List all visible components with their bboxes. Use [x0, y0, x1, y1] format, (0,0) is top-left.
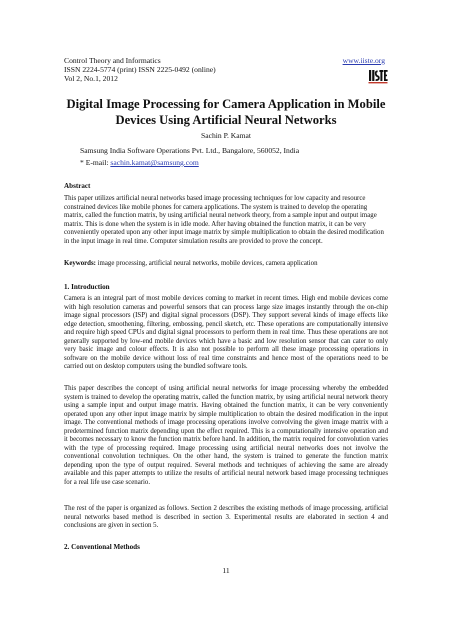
- journal-volume: Vol 2, No.1, 2012: [64, 74, 118, 84]
- intro-paragraph-1: [64, 295, 388, 372]
- abstract-text: This paper utilizes artificial neural networks based image processing techniques for low capacity and resource constrained devices like mobile phones for camera applications. The system is trained to develop the operating matrix, called the function matrix, by using artificial neural network theory, from a sample input and output image matrix. This is done when the system is in idle mode. After having obtained the function matrix, it can be very conveniently operated upon any other input image matrix by simple multiplication to obtain the desired modification in the input image in real time. Computer simulation results are provided to prove the concept.: [64, 195, 384, 245]
- keywords-text: image processing, artificial neural networks, mobile devices, camera application: [95, 260, 318, 267]
- page-number: 11: [222, 566, 230, 575]
- intro-p1-text: Camera is an integral part of most mobile devices coming to market in recent times. High end mobile devices come with high resolution cameras and powerful sensors that can process large size images instantly through the on-chip image signal processors (ISP) and digital signal processors (DSP). They support several kinds of image effects like edge detection, smoothening, filtering, embossing, pencil sketch, etc. These operations are computationally intensive and require high speed CPUs and digital signal processors to perform them in real time. Thus these operations are not generally supported by low-end mobile devices which have a basic and low resolution sensor that can cater to only very basic image and colour effects. It is also not possible to perform all these image processing operations in software on the mobile device without loss of real time constraints and hence most of the operations need to be carried out on desktop computers using the bundled software tools.: [64, 295, 388, 371]
- abstract-body: [64, 195, 388, 246]
- intro-p2-text: This paper describes the concept of using artificial neural networks for image processing whereby the embedded system is trained to develop the operating matrix, called the function matrix, by using artificial neural network theory using a sample input and output image matrix. Having obtained the function matrix, it can be very conveniently operated upon any other input image matrix by simple multiplication to obtain the desired modification in the input image. The conventional methods of image processing operations involve convolving the given image matrix with a predetermined function matrix depending upon the effect required. This is a computationally intensive operation and it becomes necessary to know the function matrix before hand. In addition, the matrix required for convolution varies with the type of processing required. Image processing using artificial neural networks does not involve the conventional convolution techniques. On the other hand, the system is trained to generate the function matrix depending upon the type of output required. Several methods and techniques of achieving the same are already available and this paper attempts to utilize the results of artificial neural network based image processing techniques for a real life use case scenario.: [64, 385, 388, 487]
- keywords-label: Keywords:: [64, 260, 96, 267]
- section-1-heading: 1. Introduction: [64, 283, 110, 291]
- abstract-heading: Abstract: [64, 182, 91, 190]
- section-2-heading: 2. Conventional Methods: [64, 543, 140, 551]
- intro-paragraph-2: [64, 385, 388, 488]
- paper-title: Digital Image Processing for Camera Application in Mobile Devices Using Artificial Neural Networks: [66, 97, 386, 127]
- keywords-line: [64, 260, 394, 267]
- intro-p3-text: The rest of the paper is organized as follows. Section 2 describes the existing methods of image processing, artificial neural networks based method is described in section 3. Experimental results are elaborated in section 4 and conclusions are given in section 5.: [64, 505, 388, 530]
- author-email: [80, 158, 199, 167]
- author-name: Sachin P. Kamat: [201, 131, 251, 140]
- journal-url-link[interactable]: www.iiste.org: [342, 56, 385, 65]
- journal-name: Control Theory and Informatics: [64, 56, 161, 65]
- email-label: * E-mail:: [80, 158, 111, 167]
- journal-issn: ISSN 2224-5774 (print) ISSN 2225-0492 (online): [64, 65, 216, 75]
- email-link[interactable]: sachin.kamat@samsung.com: [110, 158, 199, 167]
- author-affiliation: Samsung India Software Operations Pvt. Ltd., Bangalore, 560052, India: [80, 146, 300, 155]
- intro-paragraph-3: [64, 505, 388, 531]
- iiste-logo-icon: [368, 67, 388, 84]
